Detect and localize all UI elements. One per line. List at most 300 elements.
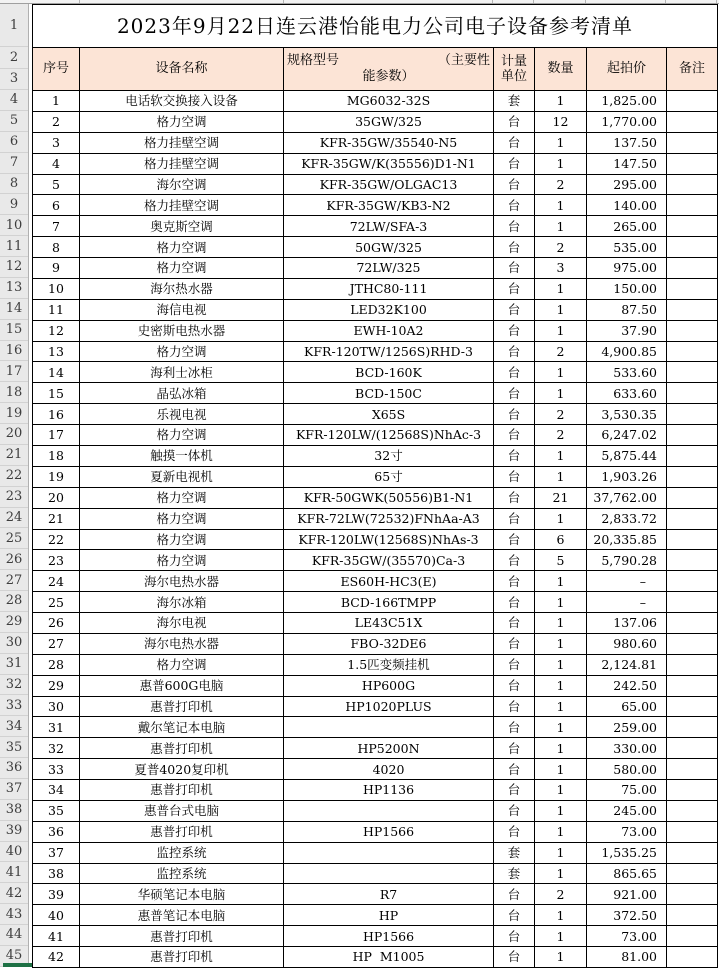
- row-seq-cell[interactable]: 12: [33, 321, 80, 342]
- row-seq-cell[interactable]: 15: [33, 383, 80, 404]
- price-cell[interactable]: 980.60: [587, 634, 667, 655]
- remark-cell[interactable]: [667, 154, 718, 175]
- spec-cell[interactable]: HP1566: [284, 822, 494, 843]
- row-seq-cell[interactable]: 29: [33, 676, 80, 697]
- price-cell[interactable]: 147.50: [587, 154, 667, 175]
- qty-cell[interactable]: 1: [535, 91, 587, 112]
- device-name-cell[interactable]: 华硕笔记本电脑: [80, 884, 284, 905]
- row-seq-cell[interactable]: 19: [33, 467, 80, 488]
- unit-cell[interactable]: 台: [494, 237, 535, 258]
- remark-cell[interactable]: [667, 780, 718, 801]
- device-name-cell[interactable]: 电话软交换接入设备: [80, 91, 284, 112]
- row-seq-cell[interactable]: 21: [33, 509, 80, 530]
- unit-cell[interactable]: 台: [494, 488, 535, 509]
- unit-cell[interactable]: 台: [494, 926, 535, 947]
- row-seq-cell[interactable]: 37: [33, 843, 80, 864]
- qty-cell[interactable]: 1: [535, 738, 587, 759]
- device-name-cell[interactable]: 戴尔笔记本电脑: [80, 717, 284, 738]
- row-number[interactable]: 42: [0, 883, 28, 904]
- row-number[interactable]: 6: [0, 132, 28, 153]
- header-price-cell[interactable]: 起拍价: [587, 48, 667, 91]
- spec-cell[interactable]: HP1020PLUS: [284, 697, 494, 718]
- price-cell[interactable]: 140.00: [587, 195, 667, 216]
- price-cell[interactable]: 1,535.25: [587, 843, 667, 864]
- qty-cell[interactable]: 2: [535, 175, 587, 196]
- row-seq-cell[interactable]: 26: [33, 613, 80, 634]
- unit-cell[interactable]: 台: [494, 738, 535, 759]
- spec-cell[interactable]: BCD-166TMPP: [284, 592, 494, 613]
- spec-cell[interactable]: HP: [284, 905, 494, 926]
- unit-cell[interactable]: 台: [494, 571, 535, 592]
- row-number[interactable]: 16: [0, 341, 28, 362]
- unit-cell[interactable]: 台: [494, 425, 535, 446]
- row-seq-cell[interactable]: 16: [33, 404, 80, 425]
- price-cell[interactable]: 2,124.81: [587, 655, 667, 676]
- spec-cell[interactable]: KFR-72LW(72532)FNhAa-A3: [284, 509, 494, 530]
- price-cell[interactable]: 73.00: [587, 926, 667, 947]
- row-number[interactable]: 25: [0, 528, 28, 549]
- row-number[interactable]: 18: [0, 382, 28, 403]
- spec-cell[interactable]: 65寸: [284, 467, 494, 488]
- remark-cell[interactable]: [667, 509, 718, 530]
- qty-cell[interactable]: 1: [535, 676, 587, 697]
- spec-cell[interactable]: HP5200N: [284, 738, 494, 759]
- row-number[interactable]: 3: [0, 69, 28, 91]
- unit-cell[interactable]: 台: [494, 321, 535, 342]
- remark-cell[interactable]: [667, 383, 718, 404]
- remark-cell[interactable]: [667, 676, 718, 697]
- qty-cell[interactable]: 1: [535, 717, 587, 738]
- qty-cell[interactable]: 1: [535, 864, 587, 885]
- device-name-cell[interactable]: 海尔空调: [80, 175, 284, 196]
- device-name-cell[interactable]: 格力空调: [80, 258, 284, 279]
- device-name-cell[interactable]: 晶弘冰箱: [80, 383, 284, 404]
- row-seq-cell[interactable]: 7: [33, 216, 80, 237]
- price-cell[interactable]: 3,530.35: [587, 404, 667, 425]
- qty-cell[interactable]: 6: [535, 530, 587, 551]
- spec-cell[interactable]: 50GW/325: [284, 237, 494, 258]
- unit-cell[interactable]: 台: [494, 613, 535, 634]
- spec-cell[interactable]: EWH-10A2: [284, 321, 494, 342]
- price-cell[interactable]: 137.06: [587, 613, 667, 634]
- qty-cell[interactable]: 1: [535, 383, 587, 404]
- price-cell[interactable]: 81.00: [587, 947, 667, 968]
- device-name-cell[interactable]: 监控系统: [80, 864, 284, 885]
- price-cell[interactable]: 5,790.28: [587, 550, 667, 571]
- unit-cell[interactable]: 台: [494, 279, 535, 300]
- header-qty-cell[interactable]: 数量: [535, 48, 587, 91]
- device-name-cell[interactable]: 格力挂壁空调: [80, 195, 284, 216]
- row-number[interactable]: 44: [0, 925, 28, 946]
- row-number[interactable]: 36: [0, 758, 28, 779]
- spec-cell[interactable]: HP1566: [284, 926, 494, 947]
- qty-cell[interactable]: 1: [535, 759, 587, 780]
- spec-cell[interactable]: HP600G: [284, 676, 494, 697]
- device-name-cell[interactable]: 海尔冰箱: [80, 592, 284, 613]
- spec-cell[interactable]: 72LW/325: [284, 258, 494, 279]
- unit-cell[interactable]: 台: [494, 467, 535, 488]
- price-cell[interactable]: 87.50: [587, 300, 667, 321]
- remark-cell[interactable]: [667, 175, 718, 196]
- price-cell[interactable]: 330.00: [587, 738, 667, 759]
- unit-cell[interactable]: 台: [494, 592, 535, 613]
- qty-cell[interactable]: 5: [535, 550, 587, 571]
- price-cell[interactable]: –: [587, 571, 667, 592]
- remark-cell[interactable]: [667, 91, 718, 112]
- row-seq-cell[interactable]: 13: [33, 342, 80, 363]
- row-seq-cell[interactable]: 4: [33, 154, 80, 175]
- price-cell[interactable]: 1,770.00: [587, 112, 667, 133]
- price-cell[interactable]: 75.00: [587, 780, 667, 801]
- row-seq-cell[interactable]: 27: [33, 634, 80, 655]
- spec-cell[interactable]: 4020: [284, 759, 494, 780]
- remark-cell[interactable]: [667, 801, 718, 822]
- device-name-cell[interactable]: 惠普打印机: [80, 738, 284, 759]
- spec-cell[interactable]: MG6032-32S: [284, 91, 494, 112]
- row-number[interactable]: 37: [0, 779, 28, 800]
- row-seq-cell[interactable]: 34: [33, 780, 80, 801]
- row-seq-cell[interactable]: 36: [33, 822, 80, 843]
- unit-cell[interactable]: 台: [494, 655, 535, 676]
- row-number[interactable]: 22: [0, 466, 28, 487]
- remark-cell[interactable]: [667, 237, 718, 258]
- qty-cell[interactable]: 1: [535, 926, 587, 947]
- row-number[interactable]: 35: [0, 737, 28, 758]
- header-seq-cell[interactable]: 序号: [33, 48, 80, 91]
- spec-cell[interactable]: KFR-35GW/(35570)Ca-3: [284, 550, 494, 571]
- qty-cell[interactable]: 1: [535, 279, 587, 300]
- device-name-cell[interactable]: 惠普打印机: [80, 947, 284, 968]
- price-cell[interactable]: 73.00: [587, 822, 667, 843]
- remark-cell[interactable]: [667, 884, 718, 905]
- qty-cell[interactable]: 3: [535, 258, 587, 279]
- device-name-cell[interactable]: 格力空调: [80, 509, 284, 530]
- row-seq-cell[interactable]: 33: [33, 759, 80, 780]
- device-name-cell[interactable]: 惠普打印机: [80, 822, 284, 843]
- row-number[interactable]: 26: [0, 549, 28, 570]
- row-number[interactable]: 19: [0, 403, 28, 424]
- qty-cell[interactable]: 1: [535, 905, 587, 926]
- unit-cell[interactable]: 台: [494, 383, 535, 404]
- row-number[interactable]: 20: [0, 424, 28, 445]
- qty-cell[interactable]: 2: [535, 404, 587, 425]
- unit-cell[interactable]: 台: [494, 905, 535, 926]
- price-cell[interactable]: 535.00: [587, 237, 667, 258]
- device-name-cell[interactable]: 格力空调: [80, 342, 284, 363]
- row-seq-cell[interactable]: 18: [33, 446, 80, 467]
- device-name-cell[interactable]: 夏普4020复印机: [80, 759, 284, 780]
- unit-cell[interactable]: 台: [494, 822, 535, 843]
- unit-cell[interactable]: 台: [494, 947, 535, 968]
- device-name-cell[interactable]: 惠普打印机: [80, 780, 284, 801]
- device-name-cell[interactable]: 格力空调: [80, 237, 284, 258]
- spec-cell[interactable]: BCD-160K: [284, 362, 494, 383]
- row-seq-cell[interactable]: 35: [33, 801, 80, 822]
- device-name-cell[interactable]: 监控系统: [80, 843, 284, 864]
- device-name-cell[interactable]: 格力挂壁空调: [80, 133, 284, 154]
- spec-cell[interactable]: HP M1005: [284, 947, 494, 968]
- header-unit-cell[interactable]: [494, 48, 535, 91]
- row-number[interactable]: 34: [0, 716, 28, 737]
- row-number[interactable]: 12: [0, 257, 28, 278]
- price-cell[interactable]: 20,335.85: [587, 530, 667, 551]
- row-seq-cell[interactable]: 31: [33, 717, 80, 738]
- row-number[interactable]: 29: [0, 612, 28, 633]
- remark-cell[interactable]: [667, 362, 718, 383]
- qty-cell[interactable]: 2: [535, 237, 587, 258]
- remark-cell[interactable]: [667, 300, 718, 321]
- row-seq-cell[interactable]: 11: [33, 300, 80, 321]
- qty-cell[interactable]: 1: [535, 697, 587, 718]
- qty-cell[interactable]: 1: [535, 321, 587, 342]
- row-seq-cell[interactable]: 2: [33, 112, 80, 133]
- remark-cell[interactable]: [667, 446, 718, 467]
- unit-cell[interactable]: 台: [494, 697, 535, 718]
- row-number[interactable]: 1: [0, 4, 28, 47]
- spec-cell[interactable]: 72LW/SFA-3: [284, 216, 494, 237]
- remark-cell[interactable]: [667, 530, 718, 551]
- qty-cell[interactable]: 1: [535, 634, 587, 655]
- device-name-cell[interactable]: 海尔电热水器: [80, 634, 284, 655]
- row-number[interactable]: 11: [0, 236, 28, 257]
- row-seq-cell[interactable]: 30: [33, 697, 80, 718]
- qty-cell[interactable]: 1: [535, 780, 587, 801]
- unit-cell[interactable]: 台: [494, 175, 535, 196]
- remark-cell[interactable]: [667, 467, 718, 488]
- qty-cell[interactable]: 1: [535, 195, 587, 216]
- qty-cell[interactable]: 1: [535, 154, 587, 175]
- row-number[interactable]: 31: [0, 654, 28, 675]
- price-cell[interactable]: 295.00: [587, 175, 667, 196]
- device-name-cell[interactable]: 惠普600G电脑: [80, 676, 284, 697]
- spec-cell[interactable]: R7: [284, 884, 494, 905]
- spec-cell[interactable]: KFR-35GW/OLGAC13: [284, 175, 494, 196]
- row-number[interactable]: 27: [0, 570, 28, 591]
- qty-cell[interactable]: 1: [535, 655, 587, 676]
- sheet-title-cell[interactable]: 2023年9月22日连云港怡能电力公司电子设备参考清单: [33, 5, 718, 48]
- price-cell[interactable]: 37,762.00: [587, 488, 667, 509]
- spec-cell[interactable]: KFR-35GW/K(35556)D1-N1: [284, 154, 494, 175]
- price-cell[interactable]: 1,825.00: [587, 91, 667, 112]
- unit-cell[interactable]: 台: [494, 801, 535, 822]
- row-number[interactable]: 38: [0, 800, 28, 821]
- unit-cell[interactable]: 台: [494, 717, 535, 738]
- unit-cell[interactable]: 台: [494, 634, 535, 655]
- row-seq-cell[interactable]: 32: [33, 738, 80, 759]
- qty-cell[interactable]: 1: [535, 613, 587, 634]
- unit-cell[interactable]: 台: [494, 530, 535, 551]
- row-seq-cell[interactable]: 6: [33, 195, 80, 216]
- remark-cell[interactable]: [667, 759, 718, 780]
- spec-cell[interactable]: HP1136: [284, 780, 494, 801]
- device-name-cell[interactable]: 奥克斯空调: [80, 216, 284, 237]
- spec-cell[interactable]: 32寸: [284, 446, 494, 467]
- device-name-cell[interactable]: 格力空调: [80, 425, 284, 446]
- spec-cell[interactable]: X65S: [284, 404, 494, 425]
- row-number[interactable]: 5: [0, 111, 28, 132]
- remark-cell[interactable]: [667, 133, 718, 154]
- spec-cell[interactable]: KFR-50GWK(50556)B1-N1: [284, 488, 494, 509]
- price-cell[interactable]: 865.65: [587, 864, 667, 885]
- device-name-cell[interactable]: 格力挂壁空调: [80, 154, 284, 175]
- remark-cell[interactable]: [667, 926, 718, 947]
- remark-cell[interactable]: [667, 634, 718, 655]
- remark-cell[interactable]: [667, 488, 718, 509]
- device-name-cell[interactable]: 惠普打印机: [80, 926, 284, 947]
- row-seq-cell[interactable]: 24: [33, 571, 80, 592]
- row-number[interactable]: 15: [0, 320, 28, 341]
- unit-cell[interactable]: 台: [494, 404, 535, 425]
- price-cell[interactable]: 150.00: [587, 279, 667, 300]
- unit-cell[interactable]: 台: [494, 195, 535, 216]
- row-seq-cell[interactable]: 41: [33, 926, 80, 947]
- device-name-cell[interactable]: 海尔电视: [80, 613, 284, 634]
- qty-cell[interactable]: 1: [535, 133, 587, 154]
- spec-cell[interactable]: KFR-35GW/KB3-N2: [284, 195, 494, 216]
- unit-cell[interactable]: 台: [494, 509, 535, 530]
- qty-cell[interactable]: 1: [535, 571, 587, 592]
- remark-cell[interactable]: [667, 216, 718, 237]
- row-seq-cell[interactable]: 10: [33, 279, 80, 300]
- qty-cell[interactable]: 2: [535, 425, 587, 446]
- price-cell[interactable]: –: [587, 592, 667, 613]
- remark-cell[interactable]: [667, 843, 718, 864]
- device-name-cell[interactable]: 格力空调: [80, 530, 284, 551]
- price-cell[interactable]: 265.00: [587, 216, 667, 237]
- row-seq-cell[interactable]: 39: [33, 884, 80, 905]
- row-seq-cell[interactable]: 38: [33, 864, 80, 885]
- device-name-cell[interactable]: 海信电视: [80, 300, 284, 321]
- unit-cell[interactable]: 台: [494, 342, 535, 363]
- price-cell[interactable]: 5,875.44: [587, 446, 667, 467]
- price-cell[interactable]: 37.90: [587, 321, 667, 342]
- row-number[interactable]: 40: [0, 842, 28, 863]
- price-cell[interactable]: 6,247.02: [587, 425, 667, 446]
- qty-cell[interactable]: 2: [535, 342, 587, 363]
- price-cell[interactable]: 921.00: [587, 884, 667, 905]
- row-seq-cell[interactable]: 22: [33, 530, 80, 551]
- device-name-cell[interactable]: 惠普打印机: [80, 697, 284, 718]
- device-name-cell[interactable]: 触摸一体机: [80, 446, 284, 467]
- qty-cell[interactable]: 12: [535, 112, 587, 133]
- price-cell[interactable]: 2,833.72: [587, 509, 667, 530]
- spec-cell[interactable]: [284, 801, 494, 822]
- remark-cell[interactable]: [667, 822, 718, 843]
- remark-cell[interactable]: [667, 425, 718, 446]
- unit-cell[interactable]: 台: [494, 216, 535, 237]
- spec-cell[interactable]: KFR-120LW(12568S)NhAs-3: [284, 530, 494, 551]
- row-seq-cell[interactable]: 28: [33, 655, 80, 676]
- qty-cell[interactable]: 1: [535, 509, 587, 530]
- unit-cell[interactable]: 台: [494, 300, 535, 321]
- spec-cell[interactable]: FBO-32DE6: [284, 634, 494, 655]
- header-remark-cell[interactable]: 备注: [667, 48, 718, 91]
- price-cell[interactable]: 4,900.85: [587, 342, 667, 363]
- unit-cell[interactable]: 台: [494, 258, 535, 279]
- unit-cell[interactable]: 台: [494, 676, 535, 697]
- device-name-cell[interactable]: 海尔电热水器: [80, 571, 284, 592]
- row-number[interactable]: 10: [0, 215, 28, 236]
- remark-cell[interactable]: [667, 321, 718, 342]
- row-seq-cell[interactable]: 25: [33, 592, 80, 613]
- row-number[interactable]: 24: [0, 508, 28, 529]
- row-number[interactable]: 21: [0, 445, 28, 466]
- row-number[interactable]: 33: [0, 695, 28, 716]
- row-seq-cell[interactable]: 8: [33, 237, 80, 258]
- qty-cell[interactable]: 1: [535, 592, 587, 613]
- qty-cell[interactable]: 1: [535, 446, 587, 467]
- row-number[interactable]: 7: [0, 153, 28, 174]
- qty-cell[interactable]: 1: [535, 467, 587, 488]
- spec-cell[interactable]: LE43C51X: [284, 613, 494, 634]
- device-name-cell[interactable]: 史密斯电热水器: [80, 321, 284, 342]
- unit-cell[interactable]: 台: [494, 362, 535, 383]
- price-cell[interactable]: 975.00: [587, 258, 667, 279]
- device-name-cell[interactable]: 格力空调: [80, 550, 284, 571]
- remark-cell[interactable]: [667, 195, 718, 216]
- unit-cell[interactable]: 套: [494, 843, 535, 864]
- row-number[interactable]: 17: [0, 361, 28, 382]
- unit-cell[interactable]: 台: [494, 550, 535, 571]
- device-name-cell[interactable]: 格力空调: [80, 655, 284, 676]
- unit-cell[interactable]: 台: [494, 133, 535, 154]
- row-seq-cell[interactable]: 17: [33, 425, 80, 446]
- device-name-cell[interactable]: 海利士冰柜: [80, 362, 284, 383]
- price-cell[interactable]: 372.50: [587, 905, 667, 926]
- row-seq-cell[interactable]: 3: [33, 133, 80, 154]
- price-cell[interactable]: 580.00: [587, 759, 667, 780]
- spec-cell[interactable]: BCD-150C: [284, 383, 494, 404]
- row-seq-cell[interactable]: 1: [33, 91, 80, 112]
- remark-cell[interactable]: [667, 258, 718, 279]
- price-cell[interactable]: 245.00: [587, 801, 667, 822]
- row-number[interactable]: 28: [0, 591, 28, 612]
- header-spec-cell[interactable]: [284, 48, 494, 91]
- price-cell[interactable]: 533.60: [587, 362, 667, 383]
- device-name-cell[interactable]: 乐视电视: [80, 404, 284, 425]
- row-number[interactable]: 32: [0, 675, 28, 696]
- remark-cell[interactable]: [667, 550, 718, 571]
- qty-cell[interactable]: 1: [535, 822, 587, 843]
- spec-cell[interactable]: 1.5匹变频挂机: [284, 655, 494, 676]
- row-number[interactable]: 13: [0, 278, 28, 299]
- device-name-cell[interactable]: 惠普笔记本电脑: [80, 905, 284, 926]
- row-seq-cell[interactable]: 5: [33, 175, 80, 196]
- qty-cell[interactable]: 1: [535, 300, 587, 321]
- unit-cell[interactable]: 台: [494, 112, 535, 133]
- remark-cell[interactable]: [667, 279, 718, 300]
- qty-cell[interactable]: 21: [535, 488, 587, 509]
- remark-cell[interactable]: [667, 905, 718, 926]
- qty-cell[interactable]: 1: [535, 843, 587, 864]
- spec-cell[interactable]: KFR-35GW/35540-N5: [284, 133, 494, 154]
- device-name-cell[interactable]: 海尔热水器: [80, 279, 284, 300]
- remark-cell[interactable]: [667, 571, 718, 592]
- remark-cell[interactable]: [667, 592, 718, 613]
- qty-cell[interactable]: 1: [535, 216, 587, 237]
- price-cell[interactable]: 65.00: [587, 697, 667, 718]
- row-number[interactable]: 45: [0, 946, 28, 967]
- unit-cell[interactable]: 台: [494, 446, 535, 467]
- qty-cell[interactable]: 1: [535, 801, 587, 822]
- row-number[interactable]: 30: [0, 633, 28, 654]
- spec-cell[interactable]: KFR-120LW/(12568S)NhAc-3: [284, 425, 494, 446]
- remark-cell[interactable]: [667, 947, 718, 968]
- row-number[interactable]: 23: [0, 487, 28, 508]
- price-cell[interactable]: 1,903.26: [587, 467, 667, 488]
- price-cell[interactable]: 259.00: [587, 717, 667, 738]
- spec-cell[interactable]: 35GW/325: [284, 112, 494, 133]
